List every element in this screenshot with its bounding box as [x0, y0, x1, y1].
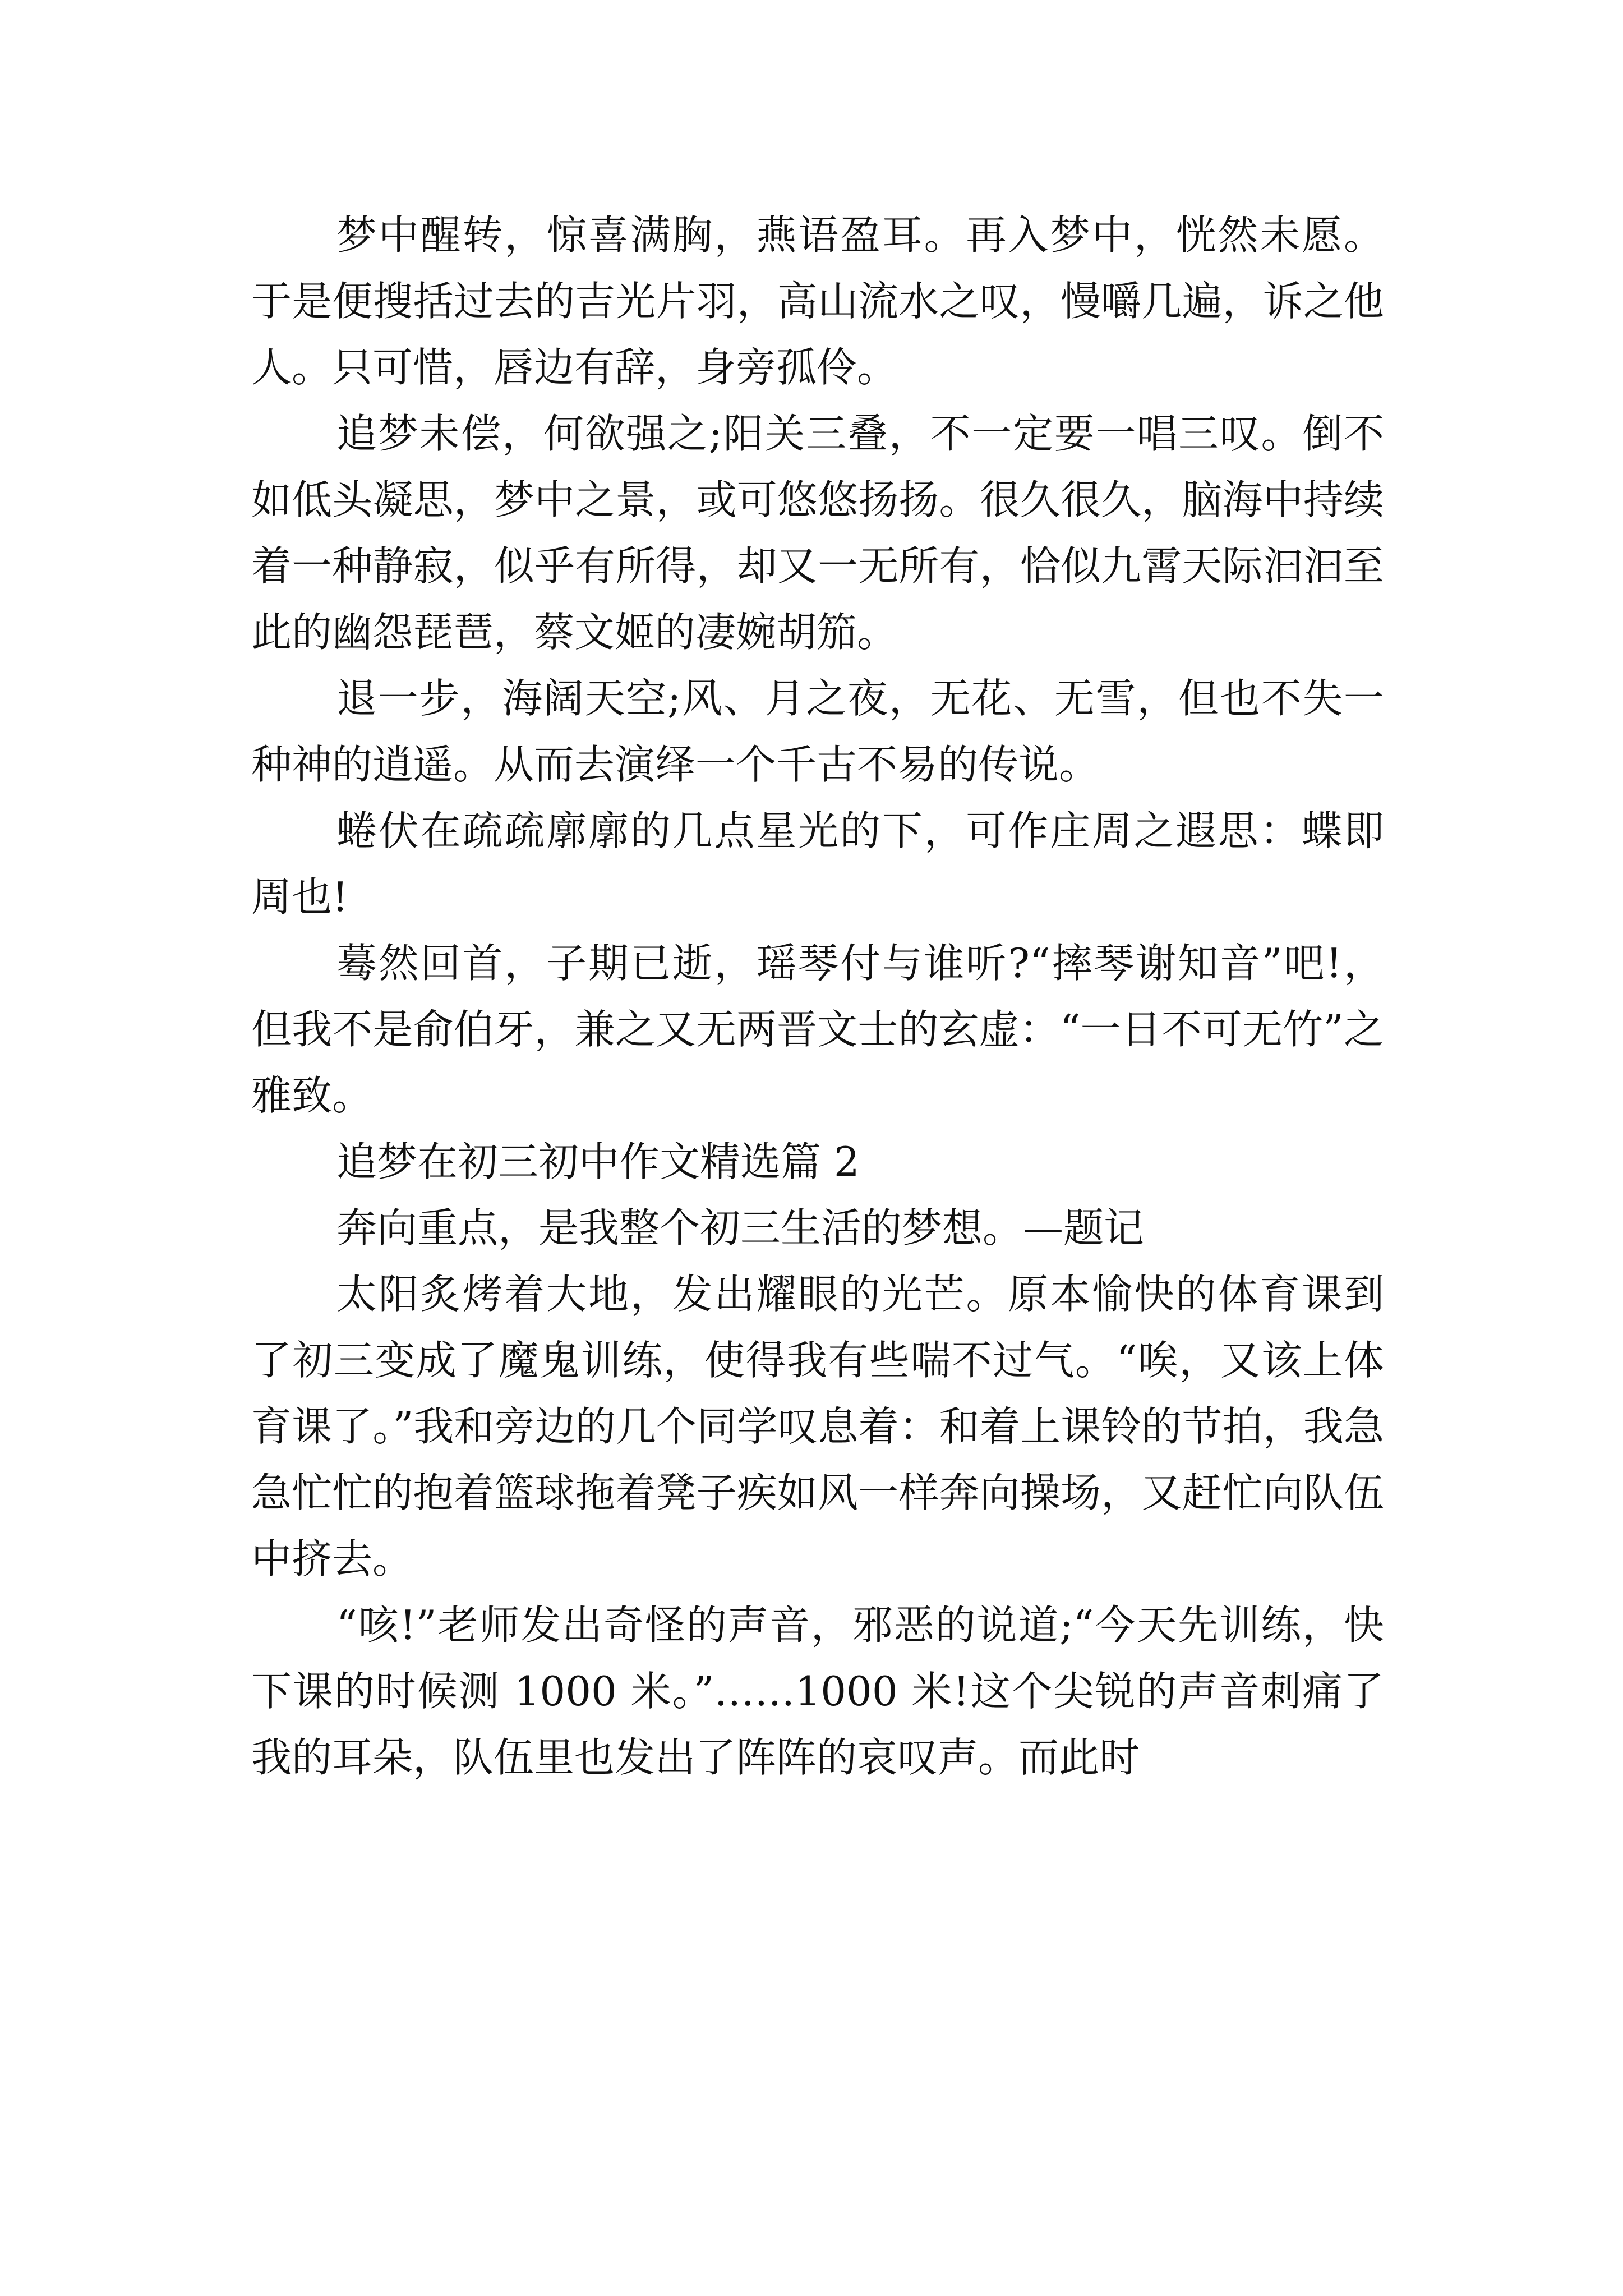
paragraph: 奔向重点，是我整个初三生活的梦想。—题记 [336, 1204, 1145, 1251]
paragraph: 退一步，海阔天空;风、月之夜，无花、无雪，但也不失一种神的逍遥。从而去演绎一个千古不易的传说。 [251, 675, 1384, 788]
document-body [251, 202, 1384, 1791]
paragraph: 蓦然回首，子期已逝，瑶琴付与谁听?“摔琴谢知音”吧!，但我不是俞伯牙，兼之又无两晋文士的玄虚：“一日不可无竹”之雅致。 [251, 940, 1384, 1119]
paragraph: 太阳炙烤着大地，发出耀眼的光芒。原本愉快的体育课到了初三变成了魔鬼训练，使得我有些喘不过气。“唉，又该上体育课了。”我和旁边的几个同学叹息着：和着上课铃的节拍，我急急忙忙的抱着篮球拖着凳子疾如风一样奔向操场，又赶忙向队伍中挤去。 [251, 1271, 1384, 1582]
paragraph: 梦中醒转，惊喜满胸，燕语盈耳。再入梦中，恍然未愿。于是便搜括过去的吉光片羽，高山流水之叹，慢嚼几遍，诉之他人。只可惜，唇边有辞，身旁孤伶。 [251, 211, 1384, 391]
paragraph: 追梦未偿，何欲强之;阳关三叠，不一定要一唱三叹。倒不如低头凝思，梦中之景，或可悠悠扬扬。很久很久，脑海中持续着一种静寂，似乎有所得，却又一无所有，恰似九霄天际汩汩至此的幽怨琵琶，蔡文姬的凄婉胡笳。 [251, 410, 1384, 656]
paragraph: 蜷伏在疏疏廓廓的几点星光的下，可作庄周之遐思：蝶即周也! [251, 807, 1384, 921]
section-title: 追梦在初三初中作文精选篇 2 [336, 1138, 860, 1185]
paragraph: “咳!”老师发出奇怪的声音，邪恶的说道;“今天先训练，快下课的时候测 1000 米。”……1000 米!这个尖锐的声音刺痛了我的耳朵，队伍里也发出了阵阵的哀叹声。而此时 [251, 1602, 1384, 1781]
